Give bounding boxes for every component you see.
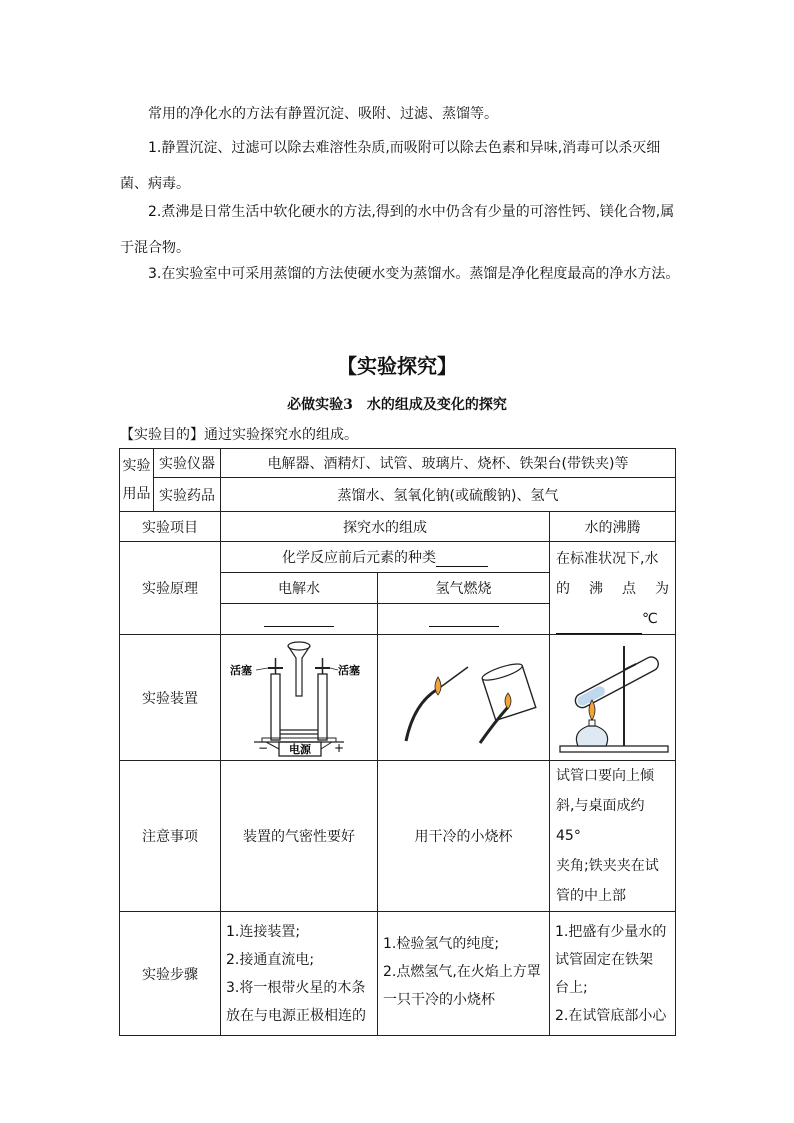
electrolyzer-diagram: [224, 638, 374, 758]
valve-left-label: 活塞: [230, 663, 252, 677]
combustion-blank: [429, 612, 499, 627]
reagent-value: 蒸馏水、氢氧化钠(或硫酸钠)、氢气: [221, 478, 676, 512]
principle-boiling-line2: 的 沸 点 为: [556, 581, 669, 597]
section-title: 【实验探究】: [337, 354, 457, 378]
notes-composition: 装置的气密性要好: [221, 761, 378, 912]
project-label: 实验项目: [120, 512, 221, 542]
intro-paragraph-1: 1.静置沉淀、过滤可以除去难溶性杂质,而吸附可以除去色素和异味,消毒可以杀灭细菌、病毒。: [120, 140, 661, 192]
principle-label: 实验原理: [120, 542, 221, 635]
steps-combustion: 1.检验氢气的纯度; 2.点燃氢气,在火焰上方罩 一只干冷的小烧杯: [378, 912, 550, 1036]
experiment-subtitle: 必做实验3 水的组成及变化的探究: [287, 397, 507, 413]
project-composition: 探究水的组成: [221, 512, 550, 542]
valve-right-label: 活塞: [338, 663, 360, 677]
electrolysis-apparatus: [221, 635, 378, 761]
notes-boiling: 试管口要向上倾 斜,与桌面成约 45° 夹角;铁夹夹在试 管的中上部: [550, 761, 676, 912]
principle-boiling-line1: 在标准状况下,水: [556, 551, 659, 567]
hydrogen-burning-diagram: [384, 643, 544, 753]
electrolysis-label: 电解水: [221, 573, 378, 604]
positive-sign: +: [334, 740, 345, 755]
notes-combustion: 用干冷的小烧杯: [378, 761, 550, 912]
supplies-category-bottom: 用品: [122, 486, 151, 502]
boiling-apparatus: [550, 635, 676, 761]
instrument-value: 电解器、酒精灯、试管、玻璃片、烧杯、铁架台(带铁夹)等: [221, 449, 676, 478]
boiling-point-blank: [556, 619, 642, 634]
boiling-diagram: [552, 640, 674, 756]
principle-composition: [221, 542, 550, 573]
apparatus-label: 实验装置: [120, 635, 221, 761]
experiment-table: [119, 448, 676, 1036]
intro-paragraph-3: 3.在实验室中可采用蒸馏的方法使硬水变为蒸馏水。蒸馏是净化程度最高的净水方法。: [148, 266, 680, 282]
principle-boiling: [550, 542, 676, 635]
project-boiling: 水的沸腾: [550, 512, 676, 542]
negative-sign: −: [258, 740, 269, 755]
principle-boiling-line3: ℃: [556, 604, 669, 634]
electrolysis-blank-cell: [221, 604, 378, 635]
power-label: 电源: [289, 742, 311, 756]
combustion-blank-cell: [378, 604, 550, 635]
supplies-category-top: 实验: [122, 458, 151, 474]
notes-label: 注意事项: [120, 761, 221, 912]
steps-label: 实验步骤: [120, 912, 221, 1036]
instrument-label: 实验仪器: [154, 449, 221, 478]
supplies-category: [120, 449, 154, 512]
reagent-label: 实验药品: [154, 478, 221, 512]
intro-lead: 常用的净化水的方法有静置沉淀、吸附、过滤、蒸馏等。: [148, 106, 498, 122]
answer-blank: [436, 552, 488, 567]
combustion-label: 氢气燃烧: [378, 573, 550, 604]
principle-text: 化学反应前后元素的种类: [282, 550, 436, 566]
combustion-apparatus: [378, 635, 550, 761]
experiment-purpose: 【实验目的】通过实验探究水的组成。: [120, 427, 358, 443]
steps-boiling: 1.把盛有少量水的 试管固定在铁架 台上; 2.在试管底部小心: [550, 912, 676, 1036]
electrolysis-blank: [264, 612, 334, 627]
intro-paragraph-2: 2.煮沸是日常生活中软化硬水的方法,得到的水中仍含有少量的可溶性钙、镁化合物,属于混合物。: [120, 204, 675, 256]
steps-electrolysis: 1.连接装置; 2.接通直流电; 3.将一根带火星的木条 放在与电源正极相连的: [221, 912, 378, 1036]
